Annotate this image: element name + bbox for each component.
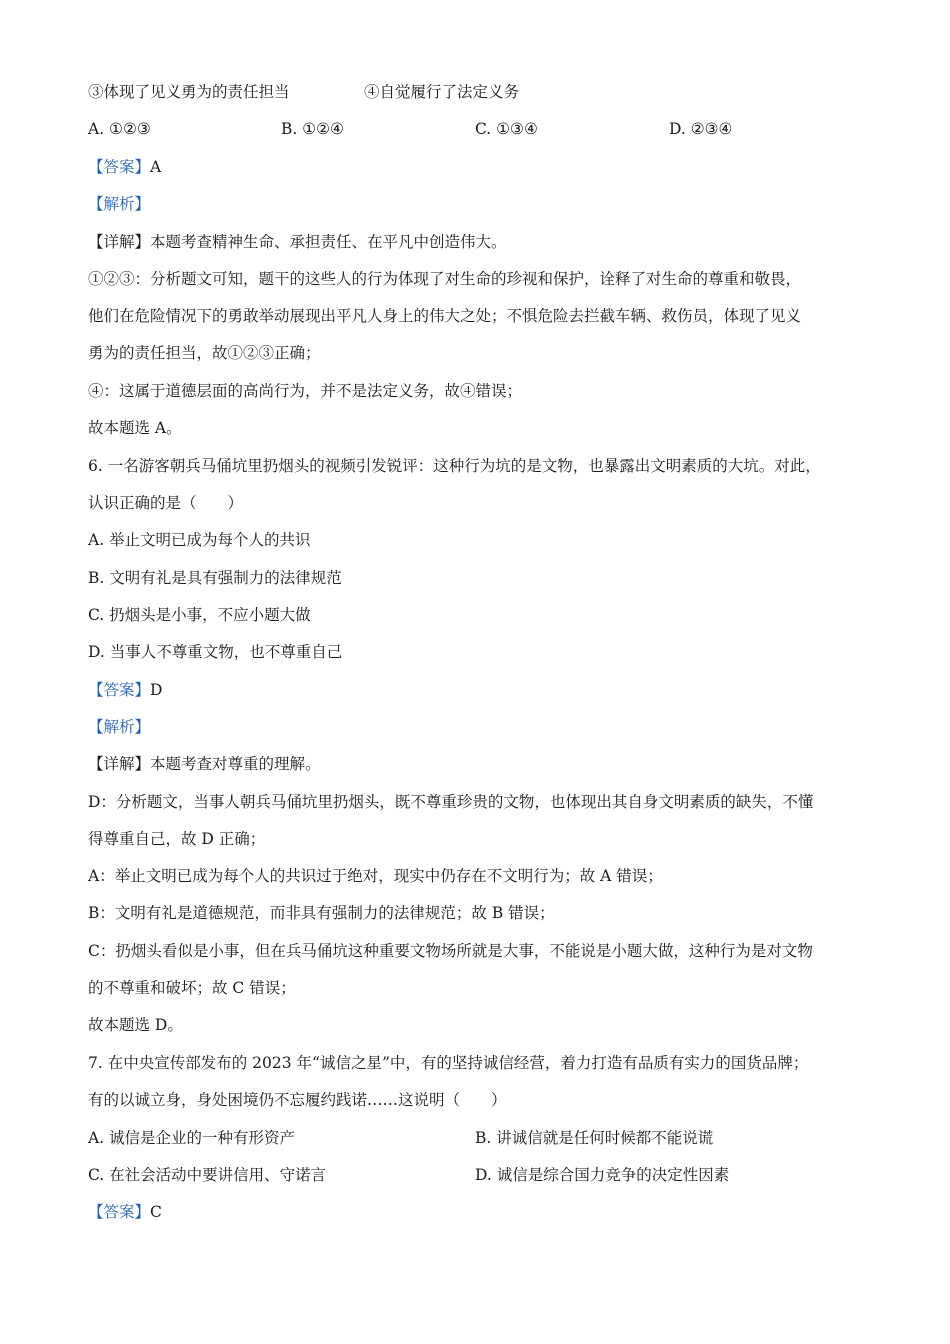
q6-option-d: D. 当事人不尊重文物，也不尊重自己 <box>88 643 343 661</box>
q5-option-d: D. ②③④ <box>669 120 733 138</box>
answer-tag: 【答案】 <box>88 681 151 699</box>
q5-detail-line <box>88 232 507 252</box>
q6-option-b: B. 文明有礼是具有强制力的法律规范 <box>88 569 342 587</box>
q6-explanation-line: C：扔烟头看似是小事，但在兵马俑坑这种重要文物场所就是大事，不能说是小题大做，这种行为是对文物 <box>88 942 813 960</box>
q6-stem: 6. 一名游客朝兵马俑坑里扔烟头的视频引发锐评：这种行为坑的是文物，也暴露出文明素质的大坑。对此， <box>88 457 821 475</box>
detail-tag: 【详解】 <box>88 233 151 251</box>
statement-3: ③体现了见义勇为的责任担当 <box>88 83 290 101</box>
answer-tag: 【答案】 <box>88 158 151 176</box>
answer-value: C <box>150 1203 162 1221</box>
q6-option-c: C. 扔烟头是小事，不应小题大做 <box>88 606 311 624</box>
q5-explanation-line: ①②③：分析题文可知，题干的这些人的行为体现了对生命的珍视和保护，诠释了对生命的尊重和敬畏， <box>88 270 802 288</box>
q6-option-a: A. 举止文明已成为每个人的共识 <box>88 531 311 549</box>
q7-stem: 有的以诚立身，身处困境仍不忘履约践诺……这说明（ ） <box>88 1091 507 1109</box>
q6-explanation-line: 得尊重自己，故 D 正确； <box>88 830 266 848</box>
q6-stem: 认识正确的是（ ） <box>88 494 244 512</box>
q6-detail-line <box>88 754 321 774</box>
q5-explanation-line: 他们在危险情况下的勇敢举动展现出平凡人身上的伟大之处；不惧危险去拦截车辆、救伤员，体现了见义 <box>88 307 802 325</box>
q5-option-a: A. ①②③ <box>88 120 151 138</box>
q6-analysis-tag: 【解析】 <box>88 718 151 736</box>
answer-tag: 【答案】 <box>88 1203 151 1221</box>
q7-option-d: D. 诚信是综合国力竞争的决定性因素 <box>475 1166 730 1184</box>
q7-stem: 7. 在中央宣传部发布的 2023 年“诚信之星”中，有的坚持诚信经营，着力打造有品质有实力的国货品牌； <box>88 1054 809 1072</box>
statement-4: ④自觉履行了法定义务 <box>364 83 520 101</box>
detail-text: 本题考查对尊重的理解。 <box>150 755 321 773</box>
q7-answer-line <box>88 1202 162 1222</box>
q7-option-a: A. 诚信是企业的一种有形资产 <box>88 1129 296 1147</box>
q6-explanation-line: A：举止文明已成为每个人的共识过于绝对，现实中仍存在不文明行为；故 A 错误； <box>88 867 663 885</box>
answer-value: D <box>150 681 163 699</box>
detail-tag: 【详解】 <box>88 755 151 773</box>
q7-option-b: B. 讲诚信就是任何时候都不能说谎 <box>475 1129 714 1147</box>
q5-explanation-line: 勇为的责任担当，故①②③正确； <box>88 344 321 362</box>
q5-explanation-line: ④：这属于道德层面的高尚行为，并不是法定义务，故④错误； <box>88 382 523 400</box>
q6-explanation-line: B：文明有礼是道德规范，而非具有强制力的法律规范；故 B 错误； <box>88 904 555 922</box>
q6-explanation-line: 的不尊重和破坏；故 C 错误； <box>88 979 296 997</box>
q5-answer-line <box>88 157 161 177</box>
q5-conclusion: 故本题选 A。 <box>88 419 182 437</box>
detail-text: 本题考查精神生命、承担责任、在平凡中创造伟大。 <box>150 233 507 251</box>
q5-analysis-tag: 【解析】 <box>88 195 151 213</box>
q7-option-c: C. 在社会活动中要讲信用、守诺言 <box>88 1166 327 1184</box>
q5-option-c: C. ①③④ <box>475 120 538 138</box>
q5-option-b: B. ①②④ <box>281 120 344 138</box>
q6-answer-line <box>88 680 162 700</box>
q6-explanation-line: D：分析题文，当事人朝兵马俑坑里扔烟头，既不尊重珍贵的文物，也体现出其自身文明素质的缺失，不懂 <box>88 793 814 811</box>
q6-conclusion: 故本题选 D。 <box>88 1016 183 1034</box>
answer-value: A <box>150 158 162 176</box>
